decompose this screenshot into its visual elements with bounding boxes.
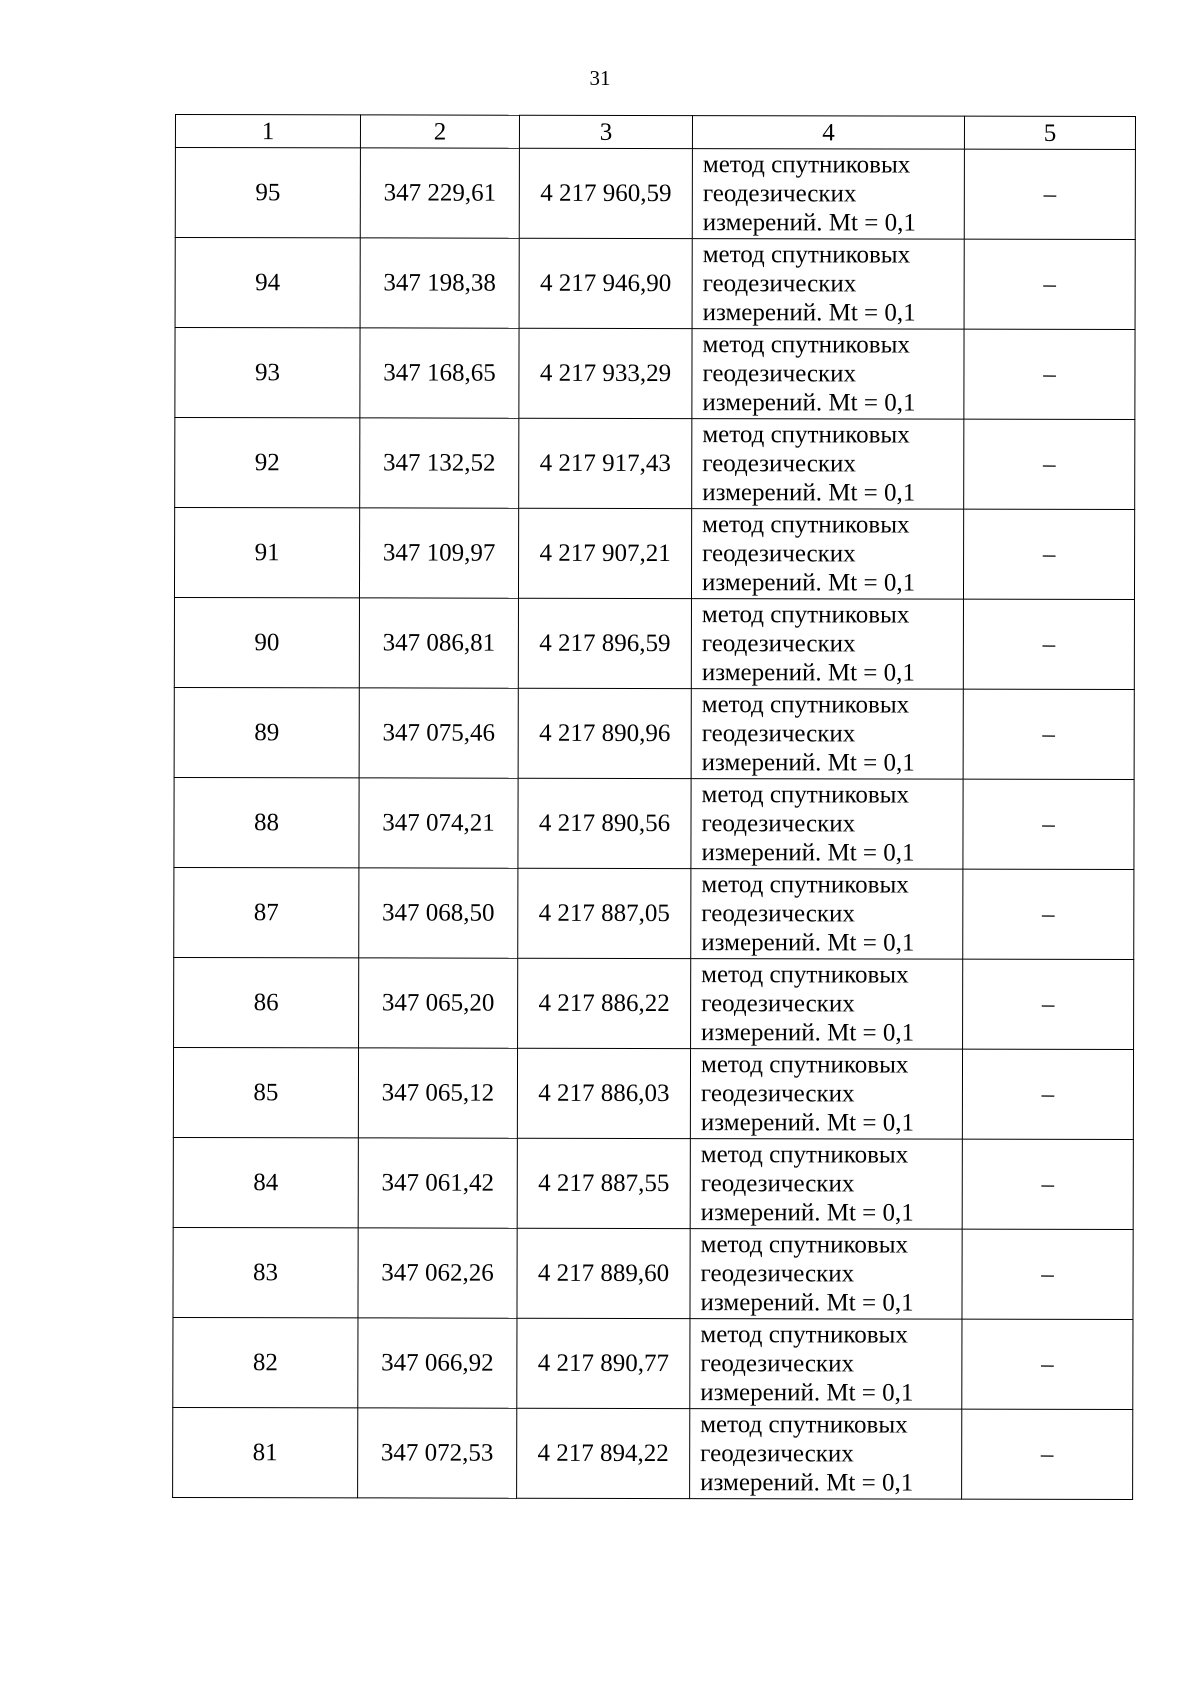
y-coordinate-cell: 4 217 933,29 xyxy=(519,328,692,418)
column-5-cell: – xyxy=(962,1409,1133,1499)
table-row xyxy=(173,1407,1133,1499)
table-row xyxy=(174,957,1134,1049)
method-line: измерений. Mt = 0,1 xyxy=(701,569,916,597)
method-cell xyxy=(692,149,964,240)
column-5-cell: – xyxy=(964,239,1135,329)
y-coordinate-cell: 4 217 890,96 xyxy=(518,688,691,778)
x-coordinate-cell: 347 065,20 xyxy=(359,958,518,1048)
point-number-cell: 91 xyxy=(174,508,359,598)
y-coordinate-cell: 4 217 890,77 xyxy=(517,1318,690,1408)
method-line: метод спутниковых xyxy=(701,871,909,899)
point-number-cell: 92 xyxy=(175,418,360,508)
coordinates-table xyxy=(172,114,1136,1500)
method-line: геодезических xyxy=(701,720,856,748)
x-coordinate-cell: 347 068,50 xyxy=(359,868,518,958)
point-number-cell: 88 xyxy=(174,777,359,867)
method-line: геодезических xyxy=(701,810,856,838)
page-number: 31 xyxy=(589,66,611,90)
method-text xyxy=(700,1320,961,1408)
x-coordinate-cell: 347 109,97 xyxy=(359,508,518,598)
x-coordinate-cell: 347 072,53 xyxy=(358,1408,517,1498)
point-number-cell: 84 xyxy=(173,1137,358,1227)
method-text xyxy=(702,690,963,778)
method-line: измерений. Mt = 0,1 xyxy=(700,1289,914,1317)
point-number-cell: 86 xyxy=(174,957,359,1047)
method-cell xyxy=(691,869,963,960)
method-text xyxy=(701,960,962,1048)
point-number-cell: 93 xyxy=(175,328,360,418)
method-line: геодезических xyxy=(702,270,857,298)
method-text xyxy=(702,600,963,688)
y-coordinate-cell: 4 217 907,21 xyxy=(518,508,691,598)
table-row xyxy=(173,1047,1133,1139)
method-line: геодезических xyxy=(702,180,857,208)
table-row xyxy=(175,328,1135,420)
method-text xyxy=(702,510,963,598)
method-line: метод спутниковых xyxy=(701,691,910,719)
method-line: метод спутниковых xyxy=(700,1051,909,1079)
point-number-cell: 95 xyxy=(175,148,360,238)
method-line: измерений. Mt = 0,1 xyxy=(701,1019,915,1047)
y-coordinate-cell: 4 217 886,22 xyxy=(518,958,691,1048)
point-number-cell: 87 xyxy=(174,867,359,957)
x-coordinate-cell: 347 086,81 xyxy=(359,598,518,688)
y-coordinate-cell: 4 217 946,90 xyxy=(519,238,692,328)
header-row xyxy=(175,115,1135,150)
method-cell xyxy=(691,959,963,1050)
method-text xyxy=(701,1140,962,1228)
method-text xyxy=(702,420,963,508)
column-header-2: 2 xyxy=(360,115,519,148)
method-line: метод спутниковых xyxy=(701,601,910,629)
y-coordinate-cell: 4 217 960,59 xyxy=(519,148,692,238)
x-coordinate-cell: 347 065,12 xyxy=(358,1048,517,1138)
table-row xyxy=(175,238,1135,330)
column-5-cell: – xyxy=(963,869,1134,959)
x-coordinate-cell: 347 061,42 xyxy=(358,1138,517,1228)
point-number-cell: 83 xyxy=(173,1227,358,1317)
method-line: метод спутниковых xyxy=(700,1321,908,1349)
column-header-5: 5 xyxy=(964,116,1135,149)
x-coordinate-cell: 347 074,21 xyxy=(359,778,518,868)
y-coordinate-cell: 4 217 896,59 xyxy=(518,598,691,688)
column-5-cell: – xyxy=(963,689,1134,779)
method-text xyxy=(702,330,963,418)
column-5-cell: – xyxy=(962,1229,1133,1319)
table-row xyxy=(174,867,1134,959)
method-line: геодезических xyxy=(700,1260,855,1288)
method-line: геодезических xyxy=(701,630,856,658)
method-line: измерений. Mt = 0,1 xyxy=(702,389,916,417)
column-5-cell: – xyxy=(964,329,1135,419)
method-cell xyxy=(692,239,964,330)
method-line: метод спутниковых xyxy=(702,241,911,269)
method-cell xyxy=(691,779,963,870)
table-row xyxy=(174,777,1134,869)
method-line: измерений. Mt = 0,1 xyxy=(701,659,915,687)
x-coordinate-cell: 347 075,46 xyxy=(359,688,518,778)
point-number-cell: 85 xyxy=(173,1047,358,1137)
x-coordinate-cell: 347 229,61 xyxy=(360,148,519,238)
method-text xyxy=(701,1050,962,1138)
table-row xyxy=(174,508,1134,600)
method-cell xyxy=(692,419,964,510)
x-coordinate-cell: 347 132,52 xyxy=(360,418,519,508)
method-line: измерений. Mt = 0,1 xyxy=(700,1379,914,1407)
table-row xyxy=(173,1317,1133,1409)
column-5-cell: – xyxy=(962,1319,1133,1409)
method-line: метод спутниковых xyxy=(700,1231,909,1259)
method-line: измерений. Mt = 0,1 xyxy=(701,749,915,777)
method-line: геодезических xyxy=(700,1440,854,1468)
table-row xyxy=(174,687,1134,779)
table-body xyxy=(173,148,1136,1500)
method-line: геодезических xyxy=(702,360,857,388)
method-cell xyxy=(691,509,963,600)
x-coordinate-cell: 347 062,26 xyxy=(358,1228,517,1318)
method-line: измерений. Mt = 0,1 xyxy=(700,1109,914,1137)
column-5-cell: – xyxy=(963,959,1134,1049)
method-line: метод спутниковых xyxy=(702,331,910,359)
method-cell xyxy=(690,1319,962,1410)
method-line: геодезических xyxy=(700,1080,855,1108)
method-cell xyxy=(690,1229,962,1320)
y-coordinate-cell: 4 217 886,03 xyxy=(517,1048,690,1138)
method-line: геодезических xyxy=(700,1170,855,1198)
y-coordinate-cell: 4 217 894,22 xyxy=(517,1408,690,1498)
column-header-1: 1 xyxy=(175,115,360,148)
method-cell xyxy=(690,1139,962,1230)
point-number-cell: 81 xyxy=(173,1407,358,1497)
column-5-cell: – xyxy=(962,1049,1133,1139)
point-number-cell: 89 xyxy=(174,687,359,777)
method-cell xyxy=(691,599,963,690)
method-line: геодезических xyxy=(701,900,855,928)
method-text xyxy=(700,1230,961,1318)
column-5-cell: – xyxy=(964,149,1135,239)
method-text xyxy=(701,780,962,868)
method-cell xyxy=(690,1409,962,1500)
method-line: измерений. Mt = 0,1 xyxy=(701,929,915,957)
method-line: измерений. Mt = 0,1 xyxy=(700,1469,914,1497)
method-line: метод спутниковых xyxy=(701,961,909,989)
method-text xyxy=(701,870,962,958)
x-coordinate-cell: 347 168,65 xyxy=(360,328,519,418)
method-text xyxy=(703,240,964,328)
method-line: измерений. Mt = 0,1 xyxy=(702,299,916,327)
method-text xyxy=(703,150,964,238)
column-5-cell: – xyxy=(963,779,1134,869)
method-line: метод спутниковых xyxy=(702,151,911,179)
column-5-cell: – xyxy=(964,419,1135,509)
point-number-cell: 82 xyxy=(173,1317,358,1407)
y-coordinate-cell: 4 217 889,60 xyxy=(517,1228,690,1318)
y-coordinate-cell: 4 217 917,43 xyxy=(519,418,692,508)
method-line: измерений. Mt = 0,1 xyxy=(702,209,916,237)
y-coordinate-cell: 4 217 887,55 xyxy=(517,1138,690,1228)
method-line: измерений. Mt = 0,1 xyxy=(700,1199,914,1227)
table-header xyxy=(175,115,1135,150)
column-5-cell: – xyxy=(963,509,1134,599)
method-line: метод спутниковых xyxy=(700,1411,908,1439)
column-5-cell: – xyxy=(963,599,1134,689)
method-line: метод спутниковых xyxy=(700,1141,909,1169)
point-number-cell: 94 xyxy=(175,238,360,328)
method-cell xyxy=(691,689,963,780)
method-line: геодезических xyxy=(700,1350,855,1378)
y-coordinate-cell: 4 217 887,05 xyxy=(518,868,691,958)
method-line: геодезических xyxy=(701,990,855,1018)
table-row xyxy=(173,1137,1133,1229)
column-5-cell: – xyxy=(962,1139,1133,1229)
table-row xyxy=(173,1227,1133,1319)
method-line: метод спутниковых xyxy=(702,511,910,539)
column-header-3: 3 xyxy=(519,115,692,148)
method-line: метод спутниковых xyxy=(702,421,910,449)
y-coordinate-cell: 4 217 890,56 xyxy=(518,778,691,868)
method-line: метод спутниковых xyxy=(701,781,910,809)
x-coordinate-cell: 347 066,92 xyxy=(358,1318,517,1408)
table-row xyxy=(175,148,1135,240)
column-header-4: 4 xyxy=(692,116,964,150)
table-row xyxy=(175,418,1135,510)
table-row xyxy=(174,598,1134,690)
method-line: измерений. Mt = 0,1 xyxy=(701,839,915,867)
method-cell xyxy=(692,329,964,420)
method-line: геодезических xyxy=(702,540,856,568)
method-line: измерений. Mt = 0,1 xyxy=(702,479,916,507)
method-cell xyxy=(690,1049,962,1140)
point-number-cell: 90 xyxy=(174,598,359,688)
x-coordinate-cell: 347 198,38 xyxy=(360,238,519,328)
method-text xyxy=(700,1410,961,1498)
method-line: геодезических xyxy=(702,450,856,478)
